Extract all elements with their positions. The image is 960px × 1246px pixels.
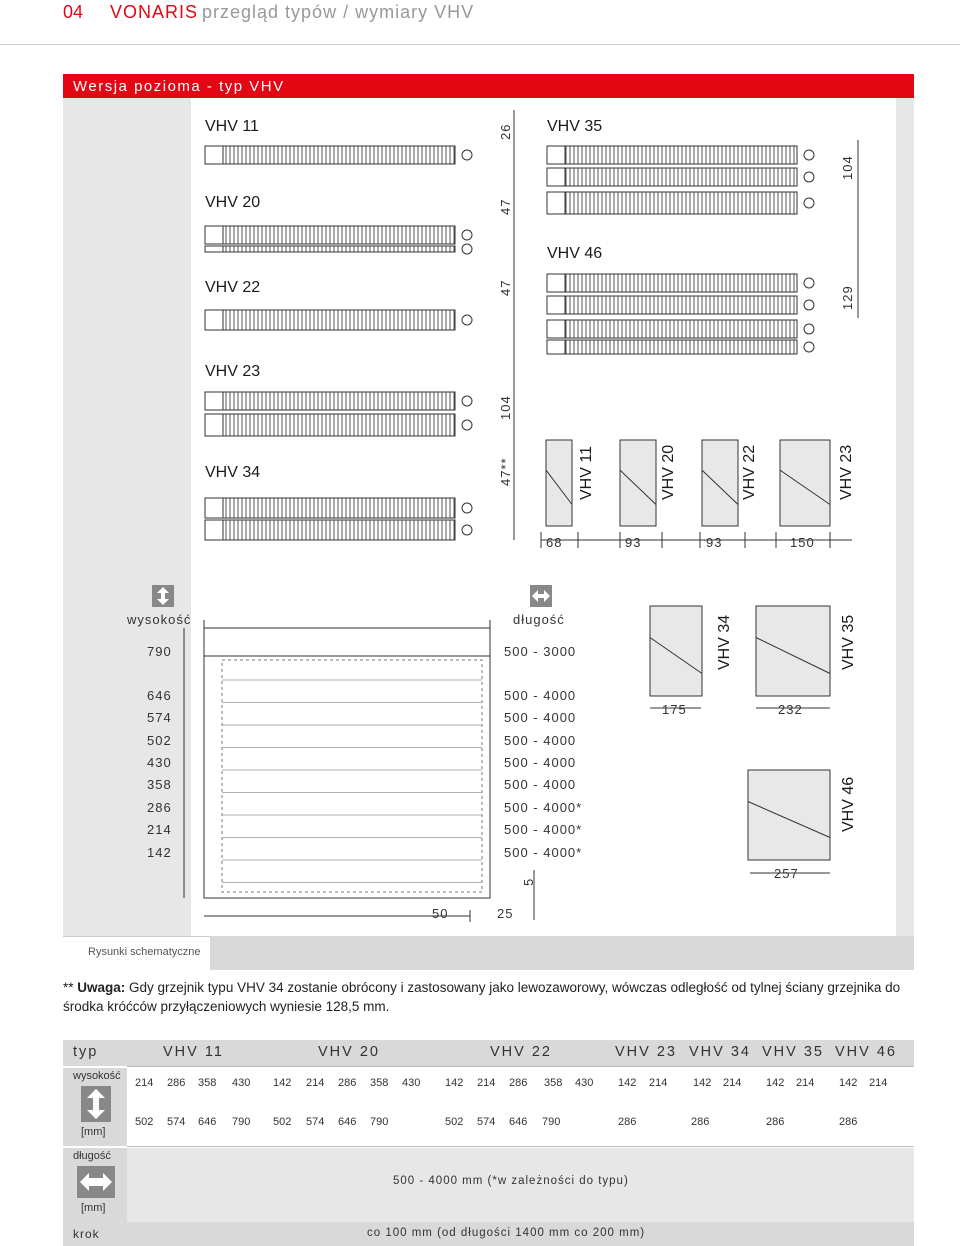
radiator-panel [205,246,455,252]
height-cell: 286 [167,1077,186,1089]
valve-icon [462,396,472,406]
side-label-vhv11: VHV 11 [205,118,259,135]
cross-section [780,440,830,526]
valve-icon [804,342,814,352]
height-cell: 790 [232,1116,251,1128]
height-cell: 214 [649,1077,668,1089]
top-label-vhv23: VHV 23 [838,444,855,500]
radiator-panel [205,520,455,540]
section-title: Wersja pozioma - typ VHV [73,78,285,95]
height-arrows-icon [152,585,174,607]
height-cell: 214 [135,1077,154,1089]
length-value: 500 - 4000 mm (*w zależności do typu) [393,1175,629,1187]
top-label-vhv35: VHV 35 [840,614,857,670]
radiator-end-cap [547,274,565,292]
col-vhv35: VHV 35 [762,1044,824,1060]
height-cell: 214 [477,1077,496,1089]
col-typ: typ [73,1044,99,1060]
radiator-panel [205,310,455,330]
row-unit-height: [mm] [81,1126,106,1138]
radiator-end-cap [205,310,223,330]
length-arrows-icon [530,585,552,607]
radiator-end-cap [205,246,223,252]
height-cell: 502 [135,1116,154,1128]
note-text: ** Uwaga: Gdy grzejnik typu VHV 34 zostanie obrócony i zastosowany jako lewozaworowy, wówczas odległość od tylnej ściany grzejnika do środka króćców przyłączeniowych wyniesie 128,5 mm. [63,980,901,1014]
drawing-caption: Rysunki schematyczne [88,946,201,958]
height-cell: 286 [766,1116,785,1128]
bottom-dim-50: 50 [432,906,449,921]
length-arrows-icon [77,1166,115,1198]
radiator-panel [205,392,455,410]
height-cell: 358 [544,1077,563,1089]
valve-icon [804,198,814,208]
valve-icon [462,150,472,160]
cross-section [546,440,572,526]
valve-icon [462,525,472,535]
valve-icon [462,315,472,325]
dim-47b: 47 [498,279,513,296]
height-cell: 214 [723,1077,742,1089]
height-value: 430 [147,755,172,770]
dim-47a: 47 [498,198,513,215]
height-cell: 286 [691,1116,710,1128]
col-vhv23: VHV 23 [615,1044,677,1060]
top-label-vhv34: VHV 34 [716,614,733,670]
radiator-end-cap [205,498,223,518]
cross-section [748,770,830,860]
length-value: 500 - 4000 [504,733,577,748]
radiator-panel [547,320,797,338]
width-232: 232 [778,702,803,717]
dim-104b: 104 [840,155,855,180]
top-label-vhv11: VHV 11 [578,446,595,500]
side-label-vhv34: VHV 34 [205,464,261,481]
radiator-end-cap [205,146,223,164]
vertical-dim-5: 5 [521,877,536,886]
cross-section [620,440,656,526]
height-cell: 286 [839,1116,858,1128]
valve-icon [804,300,814,310]
dim-129: 129 [840,285,855,310]
length-label: długość [513,612,565,627]
height-value: 286 [147,800,172,815]
radiator-end-cap [547,168,565,186]
radiator-panel [205,146,455,164]
height-cell: 286 [338,1077,357,1089]
height-cell: 502 [273,1116,292,1128]
height-cell: 502 [445,1116,464,1128]
width-68: 68 [546,535,563,550]
cross-section [650,606,702,696]
valve-icon [804,324,814,334]
height-cell: 214 [796,1077,815,1089]
width-93b: 93 [706,535,723,550]
height-value: 142 [147,845,172,860]
height-cell: 214 [869,1077,888,1089]
page-subtitle: przegląd typów / wymiary VHV [202,2,475,22]
valve-icon [804,150,814,160]
col-vhv20: VHV 20 [318,1044,380,1060]
radiator-end-cap [547,340,565,354]
height-value: 502 [147,733,172,748]
height-cell: 430 [402,1077,421,1089]
top-label-vhv22: VHV 22 [741,444,758,500]
length-value: 500 - 4000 [504,755,577,770]
radiator-panel [547,296,797,314]
radiator-panel [205,498,455,518]
col-vhv34: VHV 34 [689,1044,751,1060]
height-cell: 142 [839,1077,858,1089]
valve-icon [462,230,472,240]
radiator-end-cap [205,520,223,540]
row-unit-length: [mm] [81,1202,106,1214]
width-150: 150 [790,535,815,550]
height-cell: 574 [306,1116,325,1128]
height-value: 646 [147,688,172,703]
side-label-vhv46: VHV 46 [547,245,603,262]
row-label-length: długość [73,1150,111,1162]
valve-icon [462,420,472,430]
col-vhv22: VHV 22 [490,1044,552,1060]
cross-section [702,440,738,526]
row-label-height: wysokość [73,1070,121,1082]
width-257: 257 [774,866,799,881]
radiator-end-cap [547,320,565,338]
length-value: 500 - 4000* [504,800,583,815]
side-label-vhv20: VHV 20 [205,194,261,211]
height-arrows-icon [81,1086,111,1122]
valve-icon [462,503,472,513]
radiator-end-cap [547,146,565,164]
radiator-panel [205,226,455,244]
height-cell: 142 [445,1077,464,1089]
brand-name: VONARIS [110,2,199,22]
height-label: wysokość [127,612,192,627]
row-label-step: krok [73,1227,100,1241]
radiator-panel [205,414,455,436]
valve-icon [462,244,472,254]
radiator-panel [547,274,797,292]
top-label-vhv46: VHV 46 [840,776,857,832]
height-cell: 646 [338,1116,357,1128]
radiator-panel [547,146,797,164]
length-value: 500 - 4000* [504,822,583,837]
height-cell: 142 [693,1077,712,1089]
height-cell: 214 [306,1077,325,1089]
width-175: 175 [662,702,687,717]
top-label-vhv20: VHV 20 [660,444,677,500]
page-number: 04 [63,2,84,22]
length-value: 500 - 3000 [504,644,577,659]
height-cell: 646 [198,1116,217,1128]
radiator-end-cap [205,226,223,244]
width-93a: 93 [625,535,642,550]
dim-26: 26 [498,123,513,140]
height-cell: 286 [618,1116,637,1128]
valve-icon [804,278,814,288]
dim-47-star: 47** [498,457,513,486]
side-label-vhv23: VHV 23 [205,363,261,380]
height-value: 214 [147,822,172,837]
length-value: 500 - 4000 [504,777,577,792]
radiator-end-cap [205,392,223,410]
table-rule [127,1146,914,1147]
height-cell: 574 [477,1116,496,1128]
col-vhv46: VHV 46 [835,1044,897,1060]
height-value: 574 [147,710,172,725]
dim-104a: 104 [498,395,513,420]
height-value: 790 [147,644,172,659]
radiator-panel [547,340,797,354]
height-cell: 790 [542,1116,561,1128]
height-cell: 358 [370,1077,389,1089]
height-cell: 646 [509,1116,528,1128]
height-cell: 430 [232,1077,251,1089]
length-value: 500 - 4000 [504,710,577,725]
radiator-end-cap [547,192,565,214]
height-cell: 430 [575,1077,594,1089]
table-rule [127,1066,914,1067]
height-cell: 142 [766,1077,785,1089]
height-cell: 142 [273,1077,292,1089]
dimensions-table [63,1040,914,1246]
valve-icon [804,172,814,182]
front-view-radiator [204,656,490,898]
side-label-vhv22: VHV 22 [205,279,261,296]
length-value: 500 - 4000* [504,845,583,860]
step-value: co 100 mm (od długości 1400 mm co 200 mm) [367,1227,646,1239]
bottom-dim-25: 25 [497,906,514,921]
height-cell: 790 [370,1116,389,1128]
radiator-panel [547,168,797,186]
cross-section [756,606,830,696]
height-value: 358 [147,777,172,792]
col-vhv11: VHV 11 [163,1044,224,1060]
height-cell: 358 [198,1077,217,1089]
height-cell: 286 [509,1077,528,1089]
radiator-end-cap [205,414,223,436]
side-label-vhv35: VHV 35 [547,118,603,135]
top-view-sections [546,440,830,860]
radiator-end-cap [547,296,565,314]
length-value: 500 - 4000 [504,688,577,703]
height-cell: 574 [167,1116,186,1128]
radiator-panel [547,192,797,214]
height-cell: 142 [618,1077,637,1089]
